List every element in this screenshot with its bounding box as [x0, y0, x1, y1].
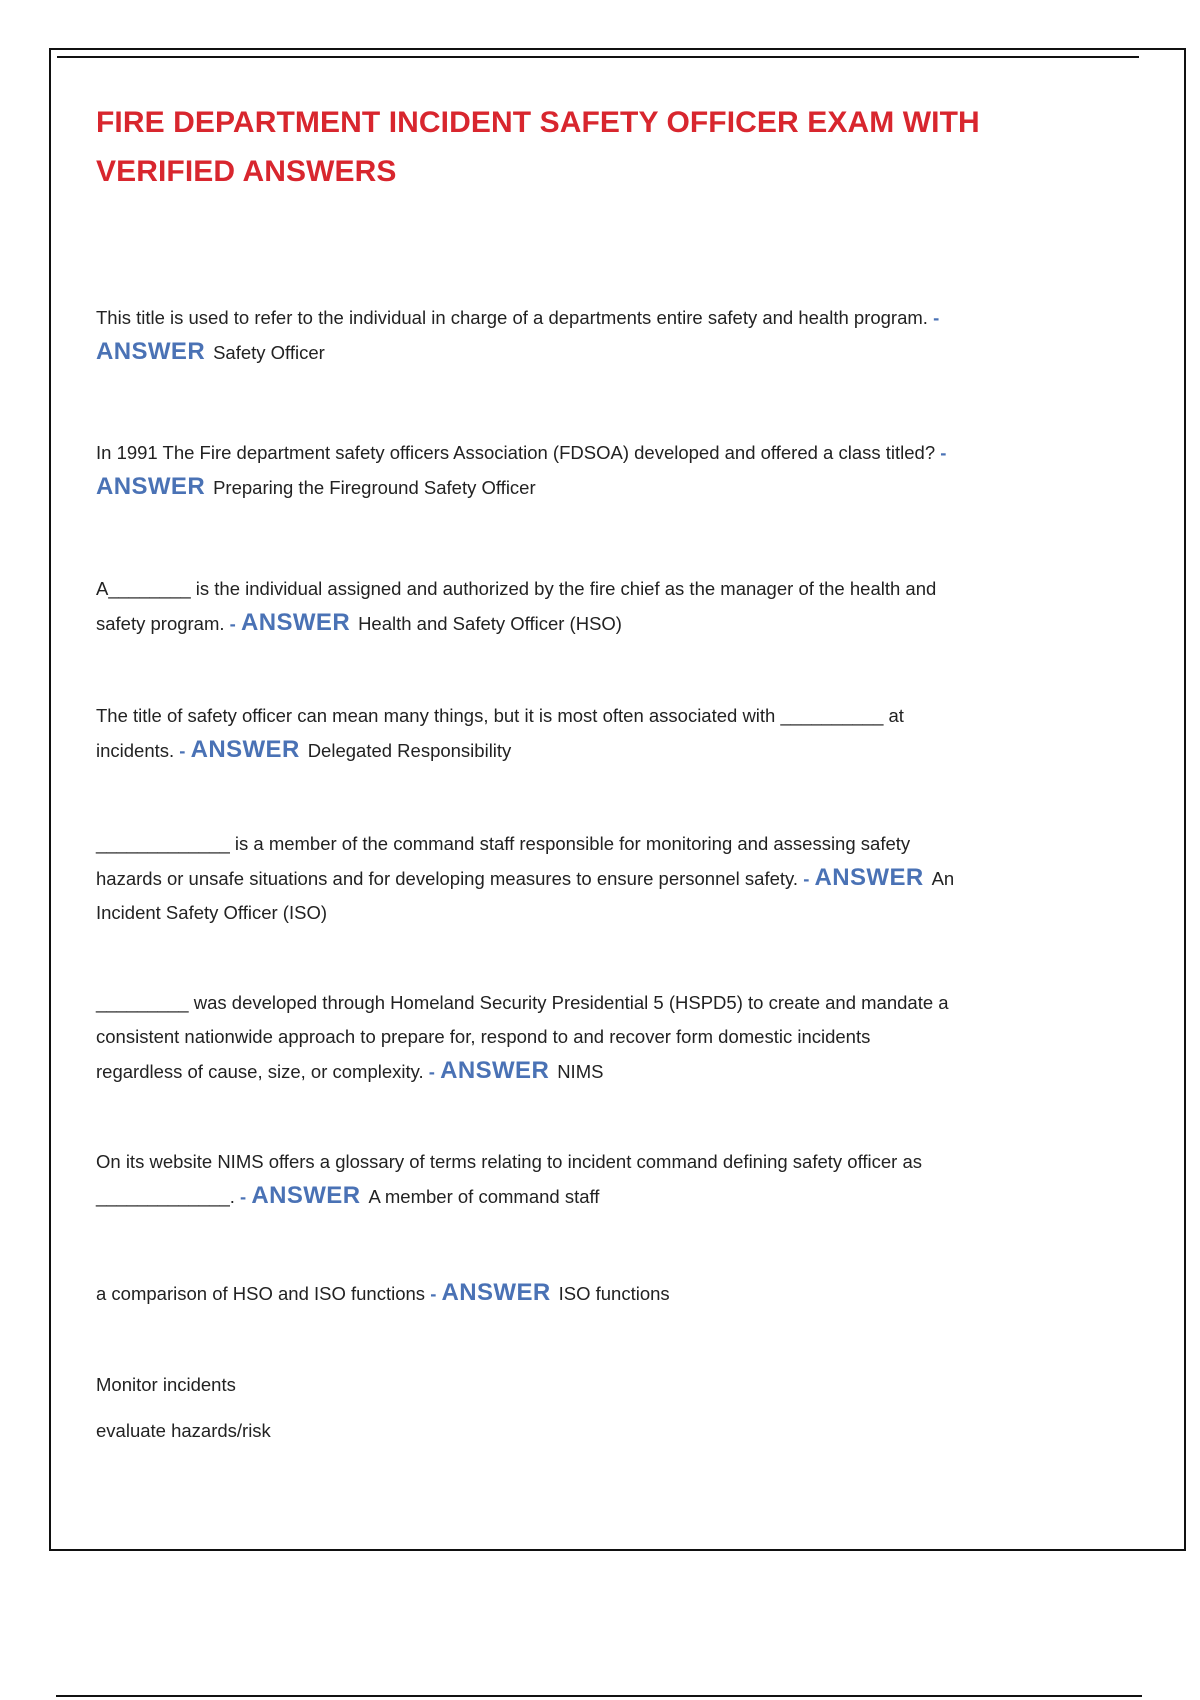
question-text: This title is used to refer to the individual in charge of a departments entire safety and health program.	[96, 307, 928, 328]
qa-item-3	[96, 572, 1021, 641]
answer-dash: -	[933, 307, 940, 328]
question-line-1: On its website NIMS offers a glossary of terms relating to incident command defining safety officer as	[96, 1151, 923, 1172]
qa-item-4	[96, 699, 1021, 768]
followup-line-2: evaluate hazards/risk	[96, 1420, 271, 1441]
question-line-1: _________ was developed through Homeland Security Presidential 5 (HSPD5) to create and mandate a	[96, 992, 949, 1013]
question-line-2: safety program.	[96, 613, 225, 634]
answer-text: An	[931, 868, 955, 889]
top-rule	[57, 56, 1139, 58]
answer-dash: -	[240, 1186, 247, 1207]
answer-label: ANSWER	[441, 1279, 551, 1306]
answer-dash: -	[179, 740, 186, 761]
bottom-rule	[56, 1695, 1142, 1697]
question-text: a comparison of HSO and ISO functions	[96, 1283, 426, 1304]
answer-label: ANSWER	[190, 736, 300, 763]
question-line-1: The title of safety officer can mean many things, but it is most often associated with __________ at	[96, 705, 904, 726]
answer-dash: -	[940, 442, 947, 463]
followup-line-1: Monitor incidents	[96, 1374, 236, 1395]
answer-text: Preparing the Fireground Safety Officer	[213, 477, 536, 498]
question-text: In 1991 The Fire department safety officers Association (FDSOA) developed and offered a class titled?	[96, 442, 936, 463]
question-line-3: regardless of cause, size, or complexity.	[96, 1061, 424, 1082]
question-line-2: consistent nationwide approach to prepare for, respond to and recover form domestic incidents	[96, 1026, 871, 1047]
question-line-2: hazards or unsafe situations and for developing measures to ensure personnel safety.	[96, 868, 799, 889]
answer-continuation: Incident Safety Officer (ISO)	[96, 902, 327, 923]
question-line-1: A________ is the individual assigned and authorized by the fire chief as the manager of the health and	[96, 578, 937, 599]
question-line-1: _____________ is a member of the command staff responsible for monitoring and assessing safety	[96, 833, 911, 854]
question-line-2: incidents.	[96, 740, 175, 761]
page-frame	[49, 48, 1186, 1551]
qa-item-1	[96, 301, 1021, 370]
answer-dash: -	[229, 613, 236, 634]
answer-label: ANSWER	[96, 473, 206, 500]
answer-text: Delegated Responsibility	[307, 740, 512, 761]
answer-text: Safety Officer	[213, 342, 325, 363]
title-line-2: VERIFIED ANSWERS	[96, 155, 397, 188]
qa-item-6	[96, 986, 1021, 1089]
question-line-2: _____________.	[96, 1186, 235, 1207]
answer-label: ANSWER	[96, 338, 206, 365]
title-line-1: FIRE DEPARTMENT INCIDENT SAFETY OFFICER EXAM WITH	[96, 106, 980, 139]
answer-label: ANSWER	[240, 609, 351, 636]
qa-item-8	[96, 1276, 1021, 1311]
answer-dash: -	[803, 868, 810, 889]
answer-text: A member of command staff	[368, 1186, 600, 1207]
qa-item-2	[96, 436, 1021, 505]
answer-dash: -	[428, 1061, 435, 1082]
answer-text: NIMS	[557, 1061, 604, 1082]
document-title	[96, 98, 1026, 196]
answer-text: Health and Safety Officer (HSO)	[358, 613, 622, 634]
answer-text: ISO functions	[558, 1283, 670, 1304]
qa-item-7	[96, 1145, 1021, 1214]
answer-label: ANSWER	[814, 864, 924, 891]
qa-item-5	[96, 827, 1021, 930]
answer-label: ANSWER	[440, 1057, 550, 1084]
answer-label: ANSWER	[251, 1182, 361, 1209]
answer-dash: -	[430, 1283, 437, 1304]
